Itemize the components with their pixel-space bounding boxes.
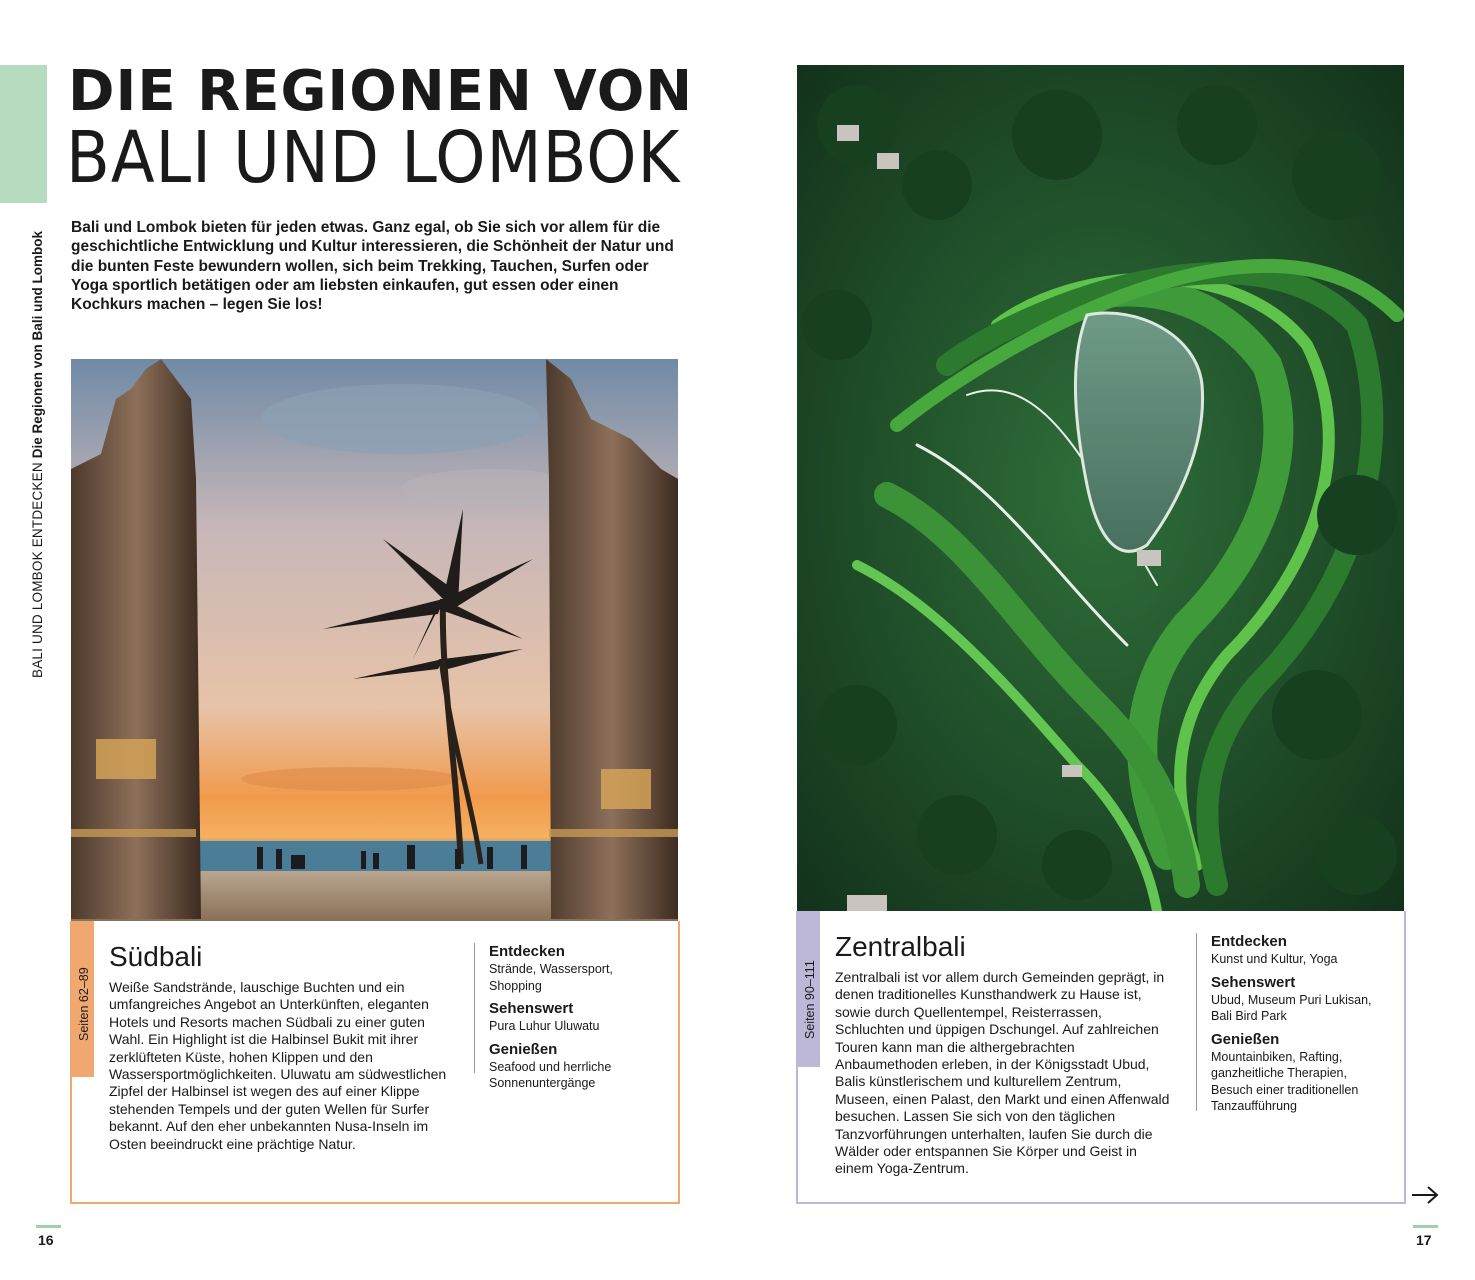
geniessen-label: Genießen bbox=[1211, 1030, 1280, 1048]
section-color-tab bbox=[0, 65, 47, 203]
arrow-right-icon[interactable] bbox=[1410, 1183, 1440, 1207]
pages-tab-zentralbali bbox=[798, 911, 820, 1067]
region-highlights bbox=[1196, 933, 1391, 1111]
sehenswert-value: Ubud, Museum Puri Lukisan, Bali Bird Park bbox=[1211, 992, 1372, 1023]
page-number-right: 17 bbox=[1416, 1232, 1432, 1248]
page-number-left: 16 bbox=[38, 1232, 54, 1248]
intro-paragraph: Bali und Lombok bieten für jeden etwas. Ganz egal, ob Sie sich vor allem für die geschichtliche Entwicklung und Kultur interessieren, die Schönheit der Natur und die bunten Feste bewundern wollen, sich beim Trekking, Tauchen, Surfen oder Yoga sportlich betätigen oder am liebsten einkaufen, gut essen oder einen Kochkurs machen – legen Sie los! bbox=[71, 219, 674, 314]
region-description: Weiße Sandstrände, lauschige Buchten und ein umfangreiches Angebot an Unterkünften, eleganten Hotels und Resorts machen Südbali zu einer guten Wahl. Ein Highlight ist die Halbinsel Bukit mit ihrer zerklüfteten Küste, hohen Klippen und den Wassersportmöglichkeiten. Uluwatu am südwestlichen Zipfel der Halbinsel ist wegen des auf einer Klippe stehenden Tempels und der guten Wellen für Surfer bekannt. Auf den eher unbekannten Nusa-Inseln im Osten beeindruckt eine prächtige Natur. bbox=[109, 979, 447, 1152]
pages-reference: Seiten 90–111 bbox=[803, 960, 817, 1039]
folio-rule-right bbox=[1413, 1225, 1438, 1228]
running-head bbox=[27, 198, 49, 678]
region-box-zentralbali bbox=[796, 911, 1406, 1204]
region-title: Südbali bbox=[109, 941, 203, 972]
geniessen-value: Mountainbiken, Rafting, ganzheitliche Therapien, Besuch einer traditionellen Tanzaufführung bbox=[1211, 1049, 1359, 1113]
running-head-chapter: Die Regionen von Bali und Lombok bbox=[30, 230, 45, 459]
region-box-suedbali bbox=[70, 921, 680, 1204]
pages-tab-suedbali bbox=[72, 921, 94, 1077]
running-head-section: BALI UND LOMBOK ENTDECKEN bbox=[30, 462, 45, 678]
sehenswert-label: Sehenswert bbox=[1211, 973, 1296, 991]
sehenswert-label: Sehenswert bbox=[489, 1000, 574, 1017]
page-title-line2: BALI UND LOMBOK bbox=[66, 116, 681, 199]
region-title: Zentralbali bbox=[835, 931, 966, 962]
entdecken-label: Entdecken bbox=[489, 943, 565, 960]
entdecken-label: Entdecken bbox=[1211, 933, 1287, 950]
entdecken-value: Strände, Wassersport, Shopping bbox=[489, 962, 613, 993]
page-title-line1: DIE REGIONEN VON bbox=[68, 59, 694, 124]
folio-rule-left bbox=[36, 1225, 61, 1228]
region-highlights bbox=[474, 943, 629, 1090]
region-description: Zentralbali ist vor allem durch Gemeinden geprägt, in denen traditionelles Kunsthandwerk zu Hause ist, sowie durch Quellentempel, Reisterrassen, Schluchten und üppigen Dschungel. Auf zahlreichen Touren kann man die althergebrachten Anbaumethoden erleben, in der Königsstadt Ubud, Balis künstlerischem und kulturellem Zentrum, Museen, einen Palast, den Markt und einen Affenwald besuchen. Lassen Sie sich von den täglichen Tanzvorführungen unterhalten, laufen Sie durch die Wälder oder entspannen Sie Körper und Geist in einem Yoga-Zentrum. bbox=[835, 969, 1170, 1177]
photo-rice-terraces-aerial bbox=[797, 65, 1404, 911]
geniessen-value: Seafood und herrliche Sonnenuntergänge bbox=[489, 1059, 612, 1090]
geniessen-label: Genießen bbox=[489, 1040, 558, 1058]
sehenswert-value: Pura Luhur Uluwatu bbox=[489, 1019, 600, 1033]
entdecken-value: Kunst und Kultur, Yoga bbox=[1211, 952, 1338, 966]
photo-temple-gate-sunset bbox=[71, 359, 678, 921]
pages-reference: Seiten 62–89 bbox=[77, 967, 91, 1041]
